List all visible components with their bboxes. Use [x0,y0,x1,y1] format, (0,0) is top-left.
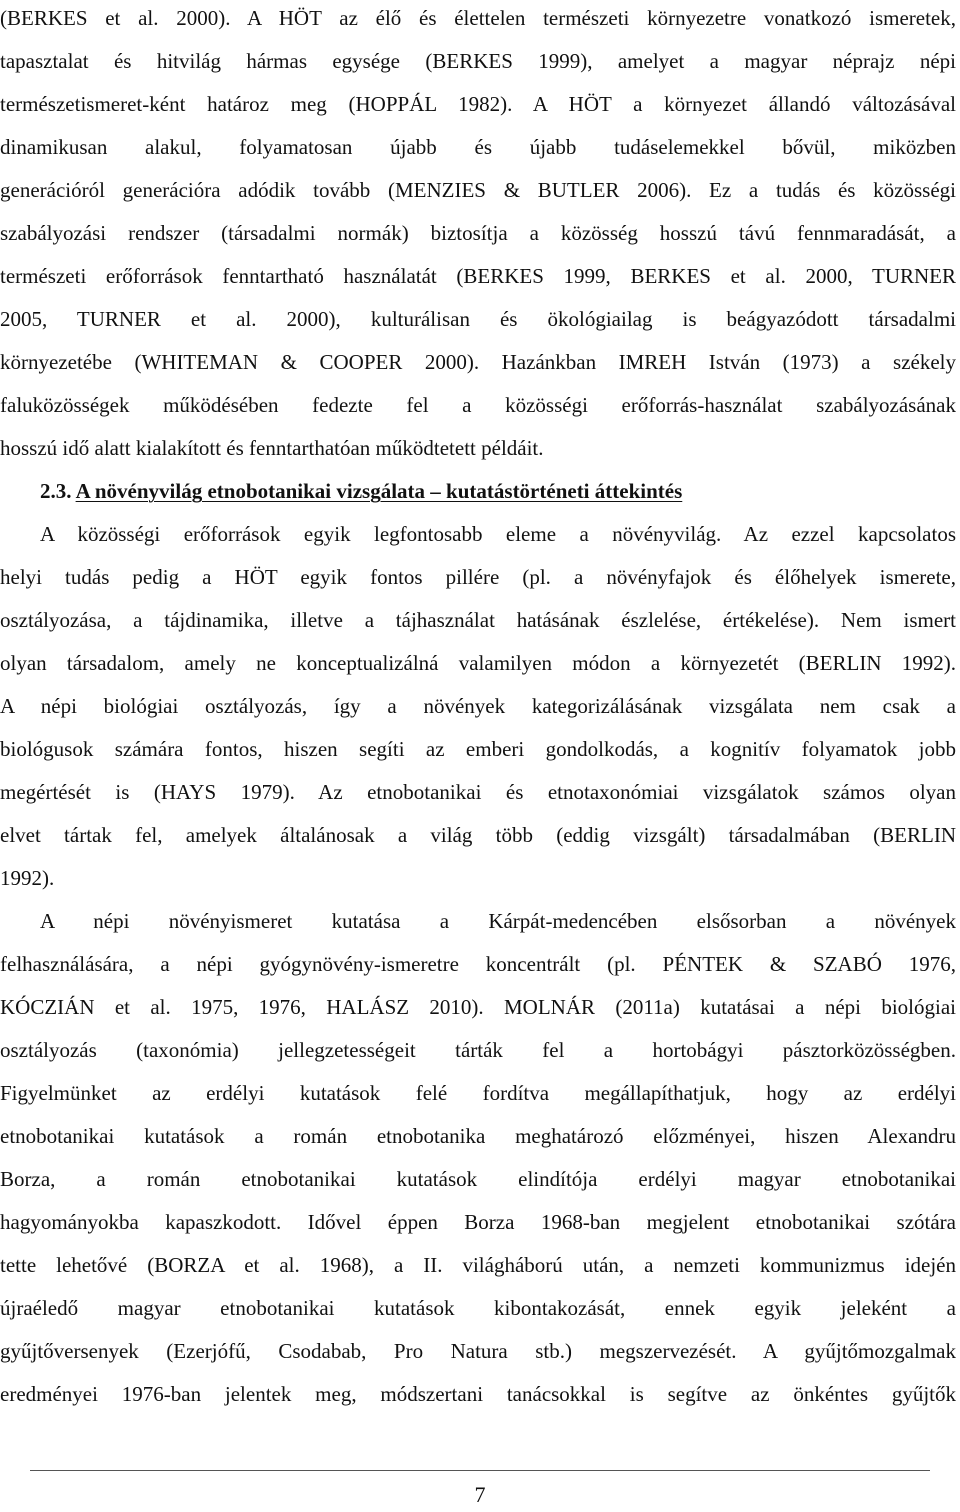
text-line: természetismeret-ként határoz meg (HOPPÁL 1982). A HÖT a környezet állandó változásával [0,92,956,116]
text-line: KÓCZIÁN et al. 1975, 1976, HALÁSZ 2010). MOLNÁR (2011a) kutatásai a népi biológiai [0,995,956,1019]
footer-divider [30,1470,930,1471]
text-line: A közösségi erőforrások egyik legfontosabb eleme a növényvilág. Az ezzel kapcsolatos [40,522,956,546]
text-line: tapasztalat és hitvilág hármas egysége (BERKES 1999), amelyet a magyar néprajz népi [0,49,956,73]
text-line: biológusok számára fontos, hiszen segíti az emberi gondolkodás, a kognitív folyamatok jobb [0,737,956,761]
text-line: helyi tudás pedig a HÖT egyik fontos pillére (pl. a növényfajok és élőhelyek ismerete, [0,565,956,589]
text-line: faluközösségek működésében fedezte fel a közösségi erőforrás-használat szabályozásának [0,393,956,417]
text-line: osztályozása, a tájdinamika, illetve a tájhasználat hatásának észlelése, értékelése). Nem ismert [0,608,956,632]
text-line: hagyományokba kapaszkodott. Idővel éppen Borza 1968-ban megjelent etnobotanikai szótára [0,1210,956,1234]
text-line: természeti erőforrások fenntartható használatát (BERKES 1999, BERKES et al. 2000, TURNER [0,264,956,288]
text-line: eredményei 1976-ban jelentek meg, módszertani tanácsokkal is segítve az önkéntes gyűjtők [0,1382,956,1406]
text-line: A népi biológiai osztályozás, így a növények kategorizálásának vizsgálata nem csak a [0,694,956,718]
text-line: A népi növényismeret kutatása a Kárpát-medencében elsősorban a növények [40,909,956,933]
text-line: újraéledő magyar etnobotanikai kutatások kibontakozását, ennek egyik jeleként a [0,1296,956,1320]
text-line: etnobotanikai kutatások a román etnobotanika meghatározó előzményei, hiszen Alexandru [0,1124,956,1148]
text-line: 2005, TURNER et al. 2000), kulturálisan és ökológiailag is beágyazódott társadalmi [0,307,956,331]
text-line: elvet tártak fel, amelyek általánosak a világ több (eddig vizsgált) társadalmában (BERLIN [0,823,956,847]
section-number: 2.3. [40,479,72,503]
text-line: felhasználására, a népi gyógynövény-ismeretre koncentrált (pl. PÉNTEK & SZABÓ 1976, [0,952,956,976]
text-line: tette lehetővé (BORZA et al. 1968), a II. világháború után, a nemzeti kommunizmus idején [0,1253,956,1277]
text-line: (BERKES et al. 2000). A HÖT az élő és élettelen természeti környezetre vonatkozó ismeretek, [0,6,956,30]
text-line: környezetébe (WHITEMAN & COOPER 2000). Hazánkban IMREH István (1973) a székely [0,350,956,374]
section-title: A növényvilág etnobotanikai vizsgálata – kutatástörténeti áttekintés [75,479,683,503]
text-line: dinamikusan alakul, folyamatosan újabb és újabb tudáselemekkel bővül, miközben [0,135,956,159]
text-line: Figyelmünket az erdélyi kutatások felé fordítva megállapíthatjuk, hogy az erdélyi [0,1081,956,1105]
text-line: olyan társadalom, amely ne konceptualizálná valamilyen módon a környezetét (BERLIN 1992). [0,651,956,675]
text-line: hosszú idő alatt kialakított és fenntarthatóan működtetett példáit. [0,436,544,460]
section-heading [40,471,940,511]
text-line: gyűjtőversenyek (Ezerjófű, Csodabab, Pro Natura stb.) megszervezését. A gyűjtőmozgalmak [0,1339,956,1363]
text-line: szabályozási rendszer (társadalmi normák) biztosítja a közösség hosszú távú fennmaradását, a [0,221,956,245]
text-line: generációról generációra adódik tovább (MENZIES & BUTLER 2006). Ez a tudás és közösségi [0,178,956,202]
page-number: 7 [474,1482,486,1507]
text-line: osztályozás (taxonómia) jellegzetességeit tárták fel a hortobágyi pásztorközösségben. [0,1038,956,1062]
text-line: megértését is (HAYS 1979). Az etnobotanikai és etnotaxonómiai vizsgálatok számos olyan [0,780,956,804]
text-line: 1992). [0,866,55,890]
text-line: Borza, a román etnobotanikai kutatások elindítója erdélyi magyar etnobotanikai [0,1167,956,1191]
